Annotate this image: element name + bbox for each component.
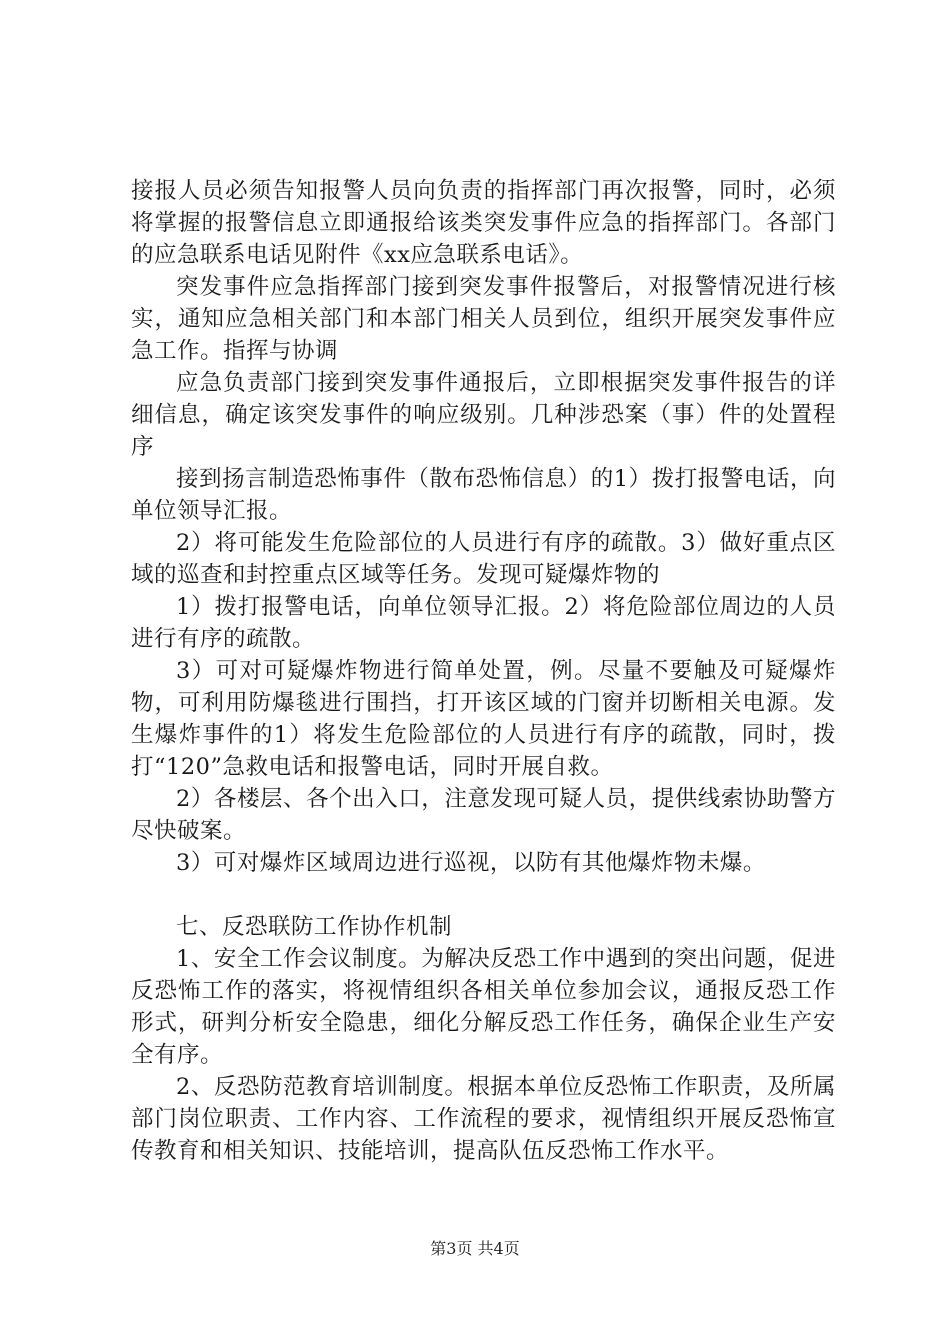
paragraph-suspicious-object: 1）拨打报警电话，向单位领导汇报。2）将危险部位周边的人员进行有序的疏散。 [131, 594, 836, 652]
paragraph-explosion-response: 3）可对可疑爆炸物进行简单处置，例。尽量不要触及可疑爆炸物，可利用防爆毯进行围挡，打开该区域的门窗并切断相关电源。发生爆炸事件的1）将发生危险部位的人员进行有序的疏散，同时，拨打“120”急救电话和报警电话，同时开展自救。 [131, 658, 836, 780]
paragraph-training: 2、反恐防范教育培训制度。根据本单位反恐怖工作职责，及所属部门岗位职责、工作内容、工作流程的要求，视情组织开展反恐怖宣传教育和相关知识、技能培训，提高队伍反恐怖工作水平。 [131, 1074, 836, 1164]
page-number: 第3页 共4页 [430, 1239, 520, 1258]
paragraph-reporting-notice: 接报人员必须告知报警人员向负责的指挥部门再次报警，同时，必须将掌握的报警信息立即通报给该类突发事件应急的指挥部门。各部门的应急联系电话见附件《xx应急联系电话》。 [131, 178, 836, 268]
paragraph-command-verification: 突发事件应急指挥部门接到突发事件报警后，对报警情况进行核实，通知应急相关部门和本部门相关人员到位，组织开展突发事件应急工作。指挥与协调 [131, 274, 836, 364]
paragraph-floor-watch: 2）各楼层、各个出入口，注意发现可疑人员，提供线索协助警方尽快破案。 [131, 786, 836, 844]
paragraph-response-level: 应急负责部门接到突发事件通报后，立即根据突发事件报告的详细信息，确定该突发事件的响应级别。几种涉恐案（事）件的处置程序 [131, 370, 836, 460]
paragraph-threat-procedure: 接到扬言制造恐怖事件（散布恐怖信息）的1）拨打报警电话，向单位领导汇报。 [131, 466, 836, 524]
paragraph-safety-meeting: 1、安全工作会议制度。为解决反恐工作中遇到的突出问题，促进反恐怖工作的落实，将视情组织各相关单位参加会议，通报反恐工作形式，研判分析安全隐患，细化分解反恐工作任务，确保企业生产安全有序。 [131, 946, 836, 1068]
paragraph-evacuation-patrol: 2）将可能发生危险部位的人员进行有序的疏散。3）做好重点区域的巡查和封控重点区域等任务。发现可疑爆炸物的 [131, 530, 836, 588]
paragraph-area-patrol: 3）可对爆炸区域周边进行巡视，以防有其他爆炸物未爆。 [176, 850, 766, 876]
section-heading-coordination: 七、反恐联防工作协作机制 [176, 914, 453, 940]
document-body [131, 175, 836, 1167]
